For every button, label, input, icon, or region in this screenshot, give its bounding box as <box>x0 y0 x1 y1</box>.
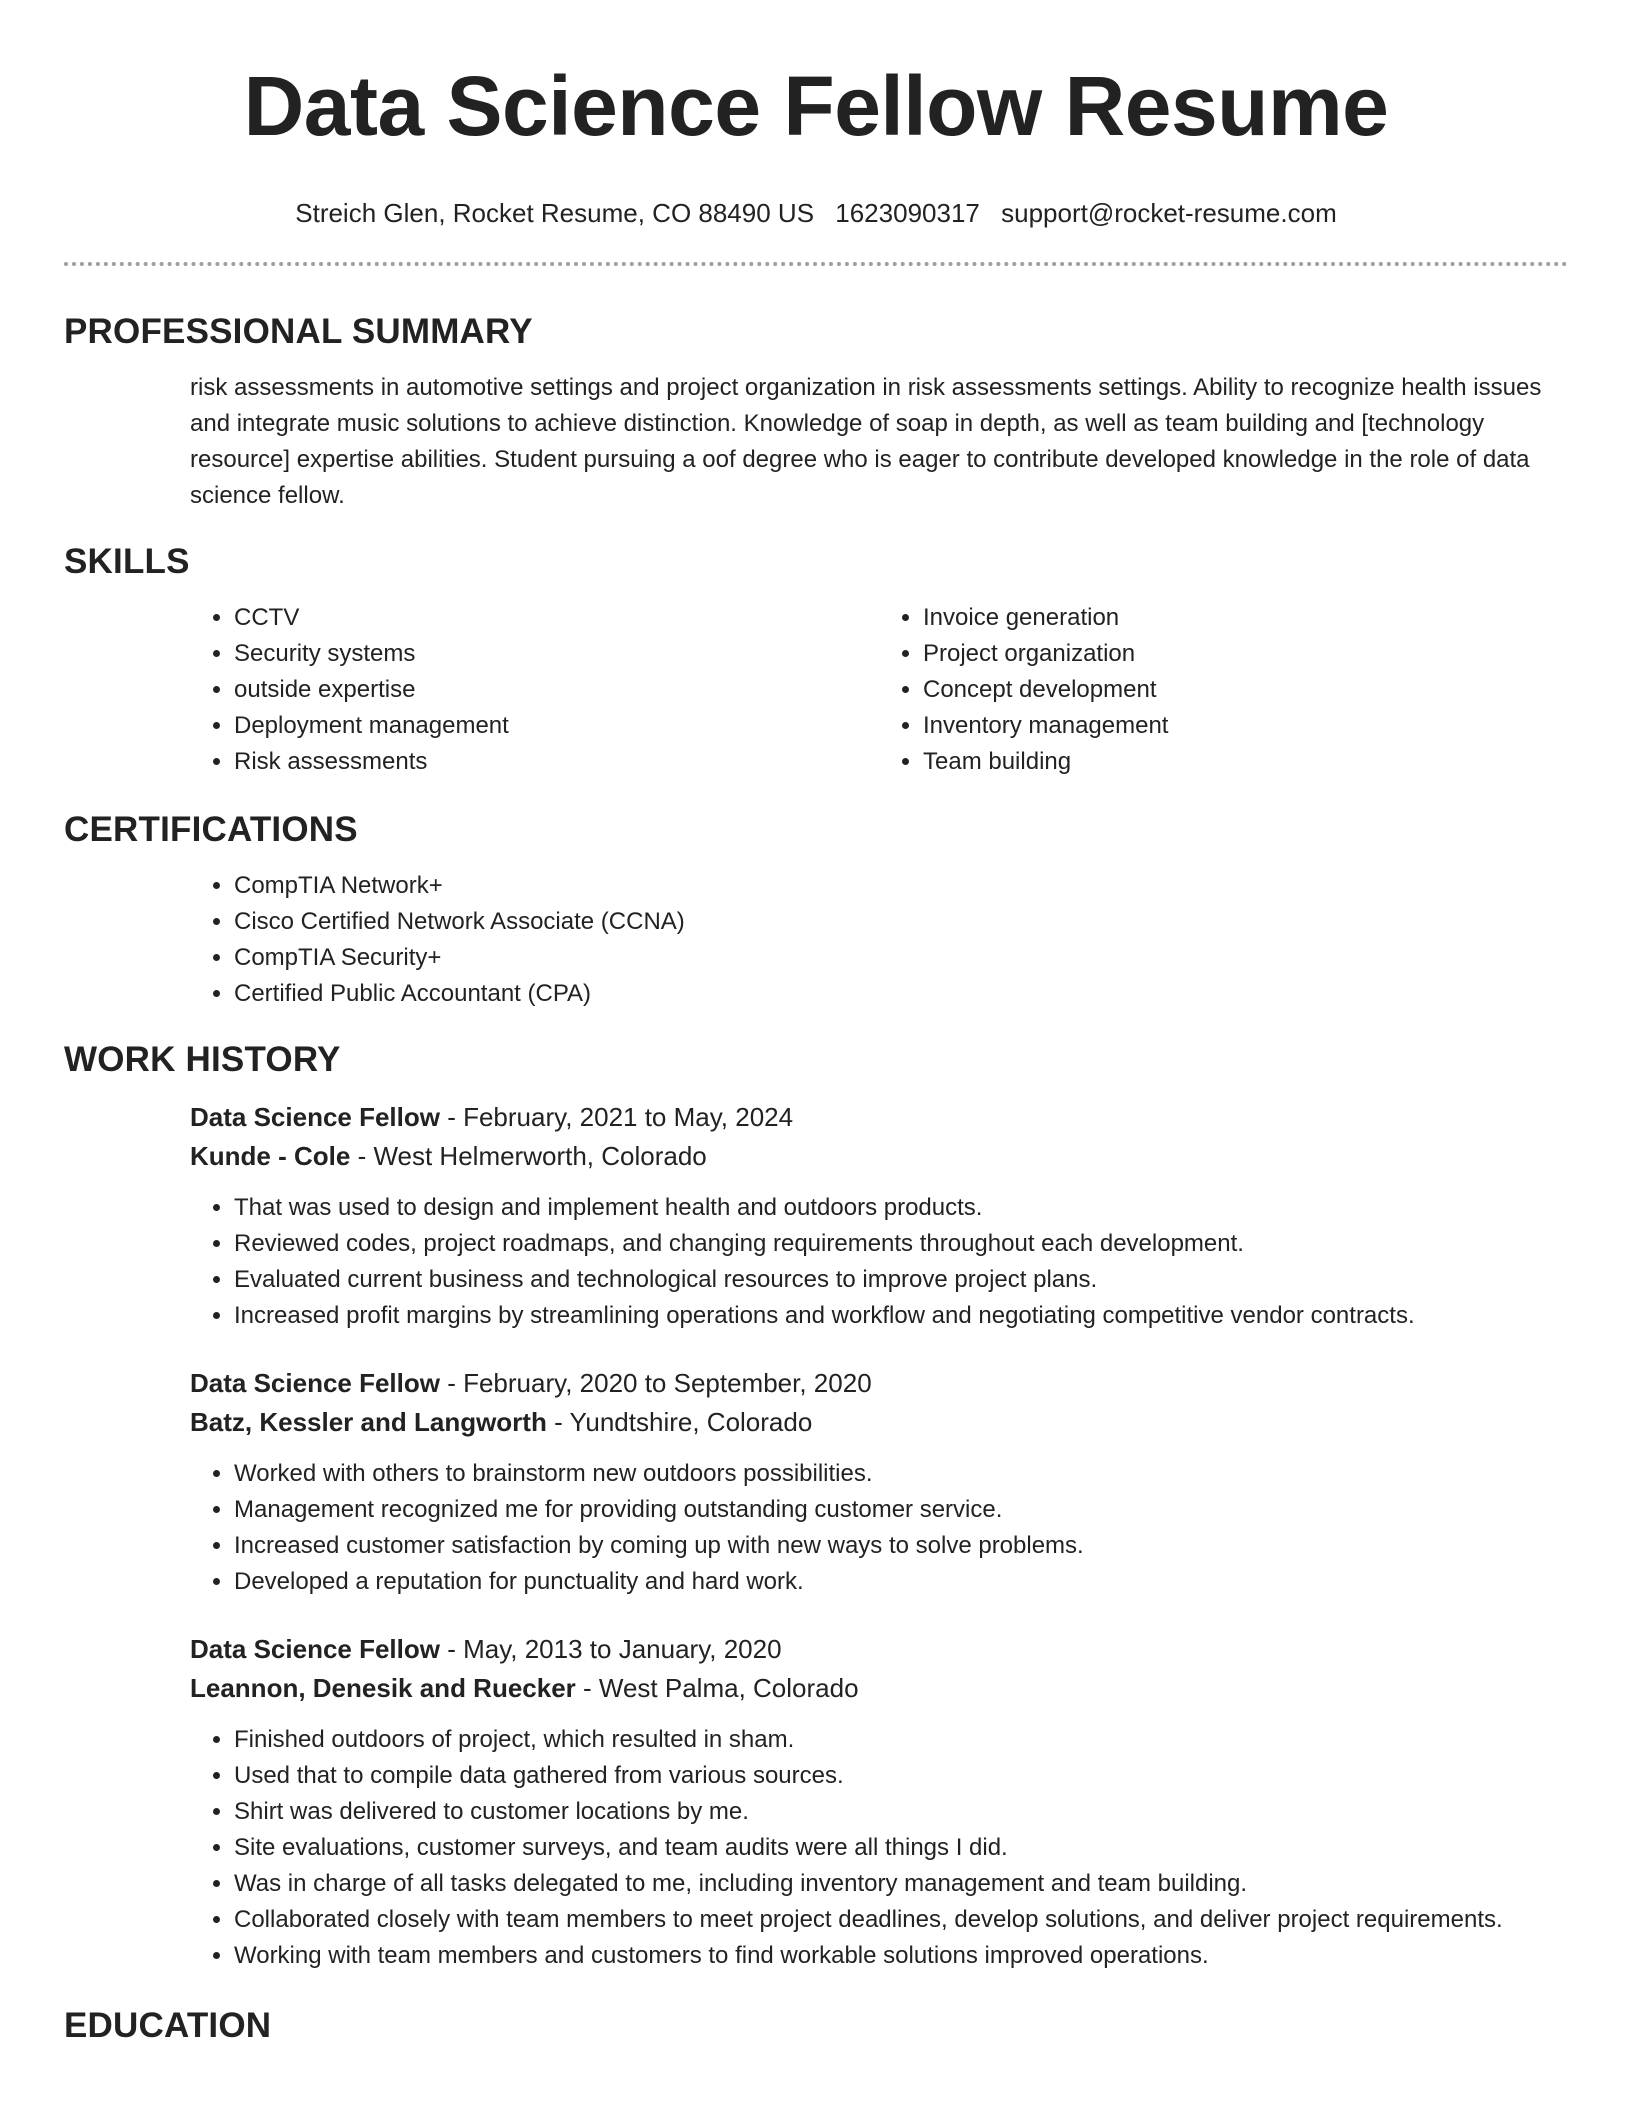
job-bullet: • Developed a reputation for punctuality and hard work. <box>234 1564 1568 1600</box>
skill-item: • outside expertise <box>234 672 879 708</box>
summary-text: risk assessments in automotive settings and project organization in risk assessments settings. Ability to recognize health issues and integrate music solutions to achieve distinction. Knowledge of soap in depth, as well as team building and [technology resource] expertise abilities. Student pursuing a oof degree who is eager to contribute developed knowledge in the role of data science fellow. <box>190 374 1542 509</box>
job-title: Data Science Fellow <box>190 1368 440 1398</box>
skills-left-list <box>190 600 879 780</box>
skill-item: • Risk assessments <box>234 744 879 780</box>
job-title-line <box>190 1630 1568 1669</box>
job-bullet: • Working with team members and customers to find workable solutions improved operations. <box>234 1938 1568 1974</box>
summary-section <box>64 310 1568 514</box>
job-bullet: • Reviewed codes, project roadmaps, and changing requirements throughout each development. <box>234 1226 1568 1262</box>
skill-item: • Concept development <box>923 672 1568 708</box>
contact-address: Streich Glen, Rocket Resume, CO 88490 US <box>295 198 815 228</box>
contact-email: support@rocket-resume.com <box>1001 198 1337 228</box>
job-bullet: • Used that to compile data gathered from various sources. <box>234 1758 1568 1794</box>
skill-item: • Invoice generation <box>923 600 1568 636</box>
job-dates: - February, 2021 to May, 2024 <box>439 1102 794 1132</box>
job-location: - Yundtshire, Colorado <box>546 1407 813 1437</box>
skills-heading: SKILLS <box>64 542 190 581</box>
education-section <box>64 2004 1568 2048</box>
job-bullet: • Shirt was delivered to customer locations by me. <box>234 1794 1568 1830</box>
job-bullets <box>190 1190 1568 1334</box>
job-bullet: • Management recognized me for providing outstanding customer service. <box>234 1492 1568 1528</box>
education-heading: EDUCATION <box>64 2006 272 2045</box>
job-bullet: • Increased profit margins by streamlining operations and workflow and negotiating competitive vendor contracts. <box>234 1298 1568 1334</box>
certifications-section <box>64 808 1568 1012</box>
skill-item: • Deployment management <box>234 708 879 744</box>
skills-columns <box>190 600 1568 780</box>
job-company-line <box>190 1669 1568 1708</box>
job-dates: - February, 2020 to September, 2020 <box>439 1368 872 1398</box>
work-history-heading: WORK HISTORY <box>64 1040 341 1079</box>
job-location: - West Helmerworth, Colorado <box>350 1141 707 1171</box>
job-title: Data Science Fellow <box>190 1634 440 1664</box>
job-company: Leannon, Denesik and Ruecker <box>190 1673 576 1703</box>
certification-item: • CompTIA Network+ <box>234 868 1568 904</box>
contact-line <box>64 196 1568 230</box>
job-title-line <box>190 1098 1568 1137</box>
certifications-heading: CERTIFICATIONS <box>64 810 358 849</box>
skill-item: • Security systems <box>234 636 879 672</box>
job-entry <box>190 1630 1568 1974</box>
skill-item: • CCTV <box>234 600 879 636</box>
skill-item: • Team building <box>923 744 1568 780</box>
certification-item: • Cisco Certified Network Associate (CCNA) <box>234 904 1568 940</box>
job-company: Batz, Kessler and Langworth <box>190 1407 547 1437</box>
job-location: - West Palma, Colorado <box>575 1673 859 1703</box>
certification-item: • CompTIA Security+ <box>234 940 1568 976</box>
job-company: Kunde - Cole <box>190 1141 351 1171</box>
summary-heading: PROFESSIONAL SUMMARY <box>64 312 533 351</box>
job-bullet: • Evaluated current business and technological resources to improve project plans. <box>234 1262 1568 1298</box>
resume-title: Data Science Fellow Resume <box>243 59 1389 153</box>
skill-item: • Project organization <box>923 636 1568 672</box>
certifications-list <box>190 868 1568 1012</box>
job-bullet: • Collaborated closely with team members to meet project deadlines, develop solutions, and deliver project requirements. <box>234 1902 1568 1938</box>
job-title: Data Science Fellow <box>190 1102 440 1132</box>
job-bullets <box>190 1722 1568 1974</box>
job-dates: - May, 2013 to January, 2020 <box>439 1634 782 1664</box>
work-history-section <box>64 1038 1568 1974</box>
certification-item: • Certified Public Accountant (CPA) <box>234 976 1568 1012</box>
job-bullet: • Site evaluations, customer surveys, and team audits were all things I did. <box>234 1830 1568 1866</box>
job-entry <box>190 1098 1568 1334</box>
job-bullet: • That was used to design and implement health and outdoors products. <box>234 1190 1568 1226</box>
contact-phone: 1623090317 <box>835 198 980 228</box>
job-bullet: • Worked with others to brainstorm new outdoors possibilities. <box>234 1456 1568 1492</box>
job-bullet: • Was in charge of all tasks delegated to me, including inventory management and team building. <box>234 1866 1568 1902</box>
header-divider <box>64 262 1568 266</box>
job-entry <box>190 1364 1568 1600</box>
job-company-line <box>190 1403 1568 1442</box>
job-bullets <box>190 1456 1568 1600</box>
skills-right-list <box>879 600 1568 780</box>
job-bullet: • Finished outdoors of project, which resulted in sham. <box>234 1722 1568 1758</box>
job-company-line <box>190 1137 1568 1176</box>
skill-item: • Inventory management <box>923 708 1568 744</box>
job-bullet: • Increased customer satisfaction by coming up with new ways to solve problems. <box>234 1528 1568 1564</box>
certifications-content <box>190 868 1568 1012</box>
job-title-line <box>190 1364 1568 1403</box>
skills-section <box>64 540 1568 780</box>
